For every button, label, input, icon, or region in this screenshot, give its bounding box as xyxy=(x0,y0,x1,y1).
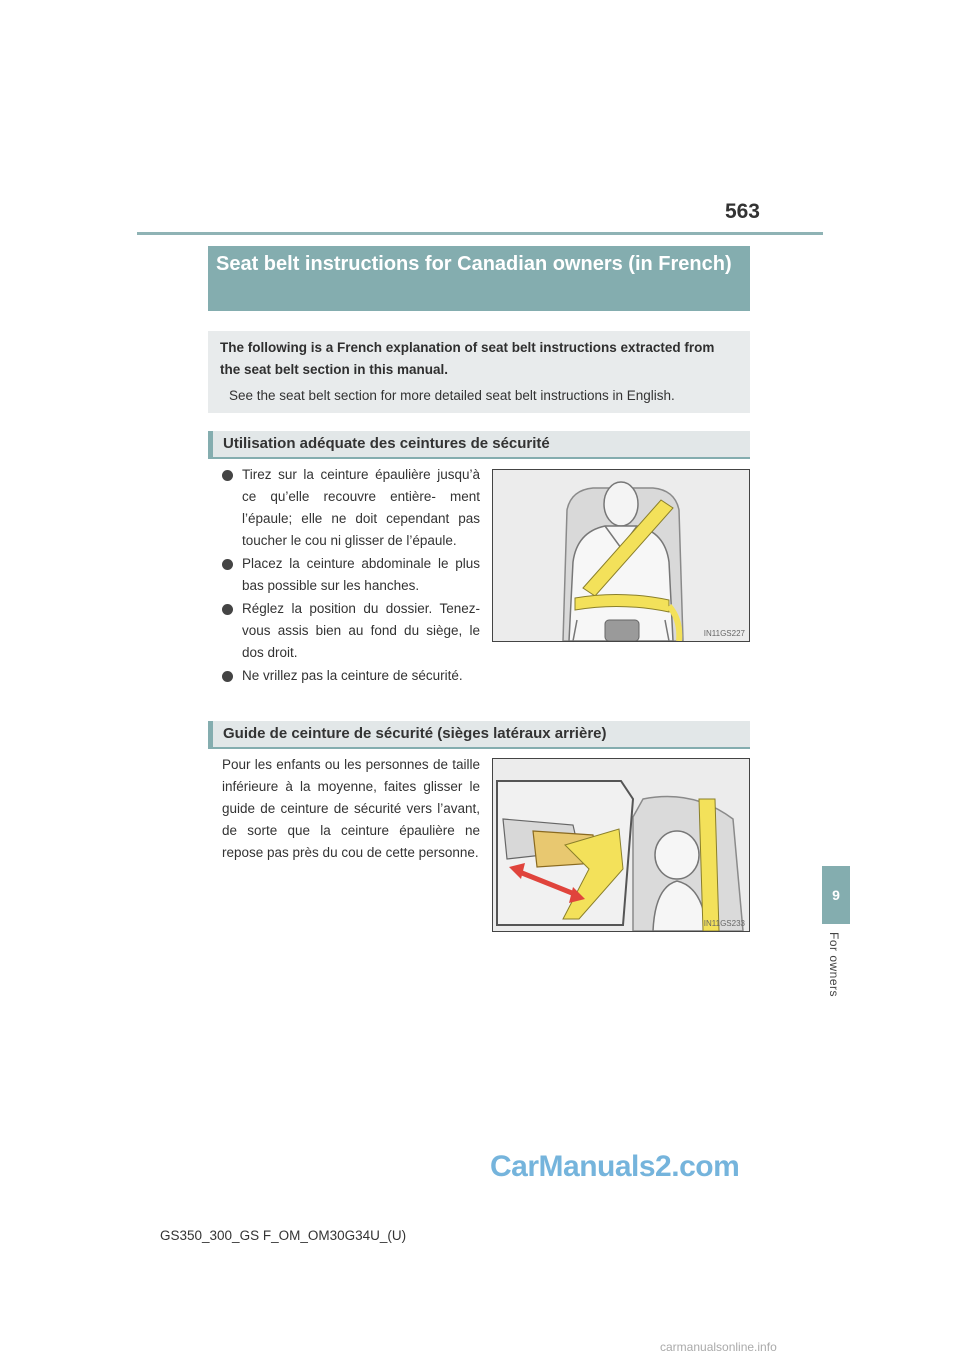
bullet-dot-icon xyxy=(222,671,233,682)
bullet-dot-icon xyxy=(222,604,233,615)
list-item xyxy=(222,553,480,597)
belt-guide-paragraph: Pour les enfants ou les personnes de taille inférieure à la moyenne, faites glisser le guide de ceinture de sécurité vers l’avant, de sorte que la ceinture épaulière ne repose pas près du cou de cette personne. xyxy=(222,757,480,860)
figure-code: IN11GS233 xyxy=(703,919,745,928)
belt-guide-figure xyxy=(492,758,750,932)
belt-guide-illustration xyxy=(493,759,749,931)
chapter-tab-label: For owners xyxy=(827,932,841,998)
list-item-text: Réglez la position du dossier. Tenez- vous assis bien au fond du siège, le dos droit. xyxy=(242,601,480,660)
seated-person-illustration xyxy=(493,470,749,641)
list-item-text: Ne vrillez pas la ceinture de sécurité. xyxy=(242,668,463,683)
chapter-tab: 9 xyxy=(822,866,850,924)
section-heading-belt-guide: Guide de ceinture de sécurité (sièges latéraux arrière) xyxy=(208,721,750,749)
watermark-footer: carmanualsonline.info xyxy=(660,1340,777,1354)
list-item-text: Tirez sur la ceinture épaulière jusqu’à ce qu’elle recouvre entière- ment l’épaule; elle ne doit cependant pas toucher le cou ni glisser de l’épaule. xyxy=(242,467,480,548)
page-number: 563 xyxy=(724,200,760,223)
section-heading-proper-use: Utilisation adéquate des ceintures de sécurité xyxy=(208,431,750,459)
intro-bold-text: The following is a French explanation of seat belt instructions extracted from the seat belt section in this manual. xyxy=(220,340,715,377)
list-item xyxy=(222,665,480,687)
figure-code: IN11GS227 xyxy=(703,629,745,638)
watermark-logo: CarManuals2.com xyxy=(490,1150,740,1183)
bullet-dot-icon xyxy=(222,470,233,481)
seat-belt-figure xyxy=(492,469,750,642)
page-title: Seat belt instructions for Canadian owners (in French) xyxy=(208,246,750,311)
list-item-text: Placez la ceinture abdominale le plus bas possible sur les hanches. xyxy=(242,556,480,593)
list-item xyxy=(222,598,480,664)
list-item xyxy=(222,464,480,552)
bullet-dot-icon xyxy=(222,559,233,570)
header-rule xyxy=(137,232,823,235)
intro-box xyxy=(208,331,750,413)
intro-normal-text: See the seat belt section for more detailed seat belt instructions in English. xyxy=(229,388,675,403)
bullet-list xyxy=(222,464,480,688)
footer-code: GS350_300_GS F_OM_OM30G34U_(U) xyxy=(160,1228,407,1243)
